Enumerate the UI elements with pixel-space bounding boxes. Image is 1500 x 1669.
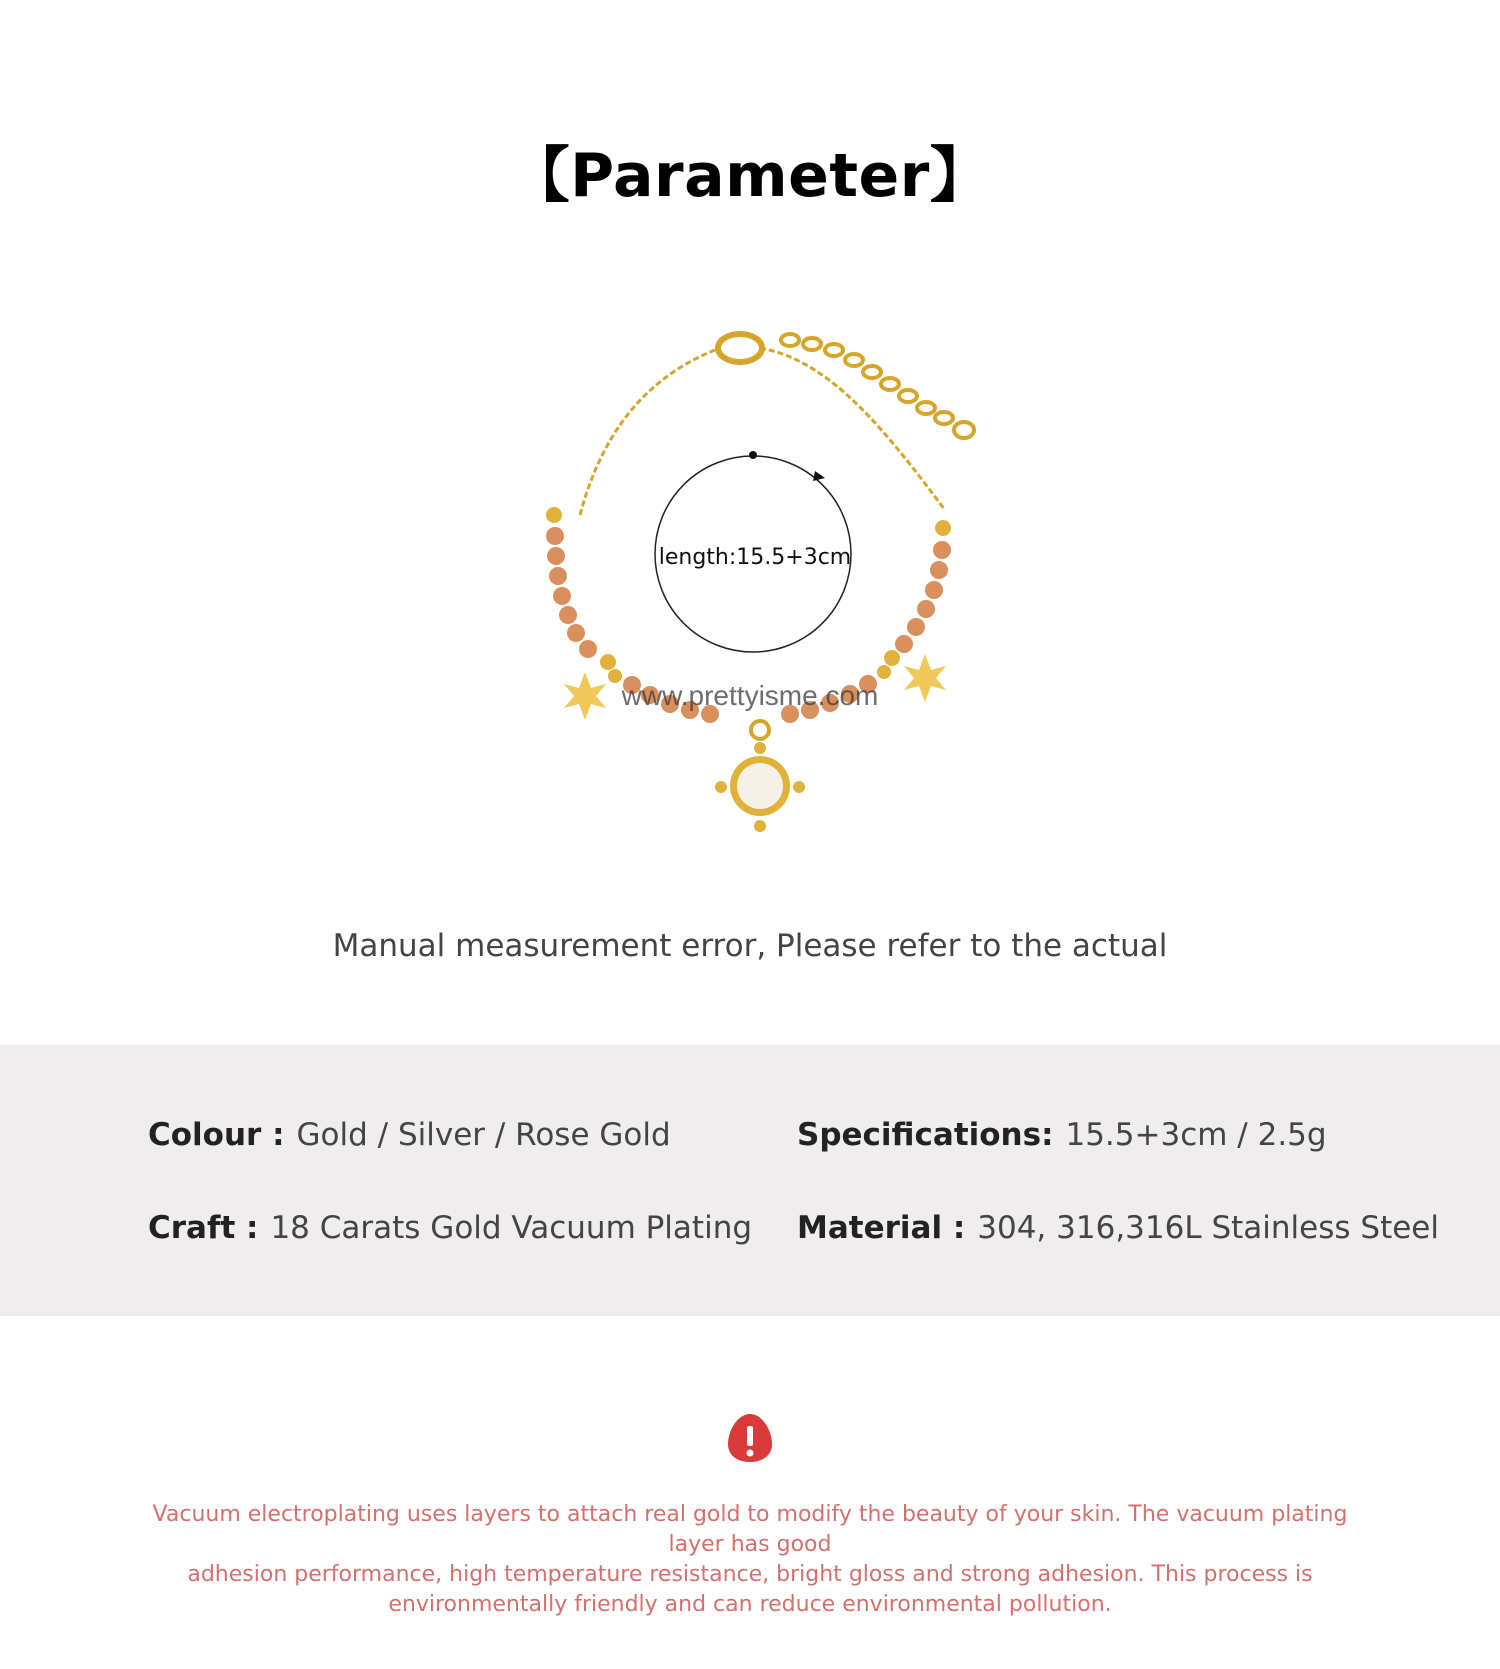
- plating-notice: [130, 1500, 1370, 1620]
- spec-colour-value: Gold / Silver / Rose Gold: [296, 1117, 671, 1153]
- pendant-icon: [715, 721, 805, 832]
- clasp-icon: [718, 334, 762, 362]
- bracelet-illustration: [540, 300, 1020, 900]
- spec-colour: [148, 1117, 671, 1153]
- exclamation-warning-icon: [726, 1412, 774, 1464]
- plating-notice-line: Vacuum electroplating uses layers to attach real gold to modify the beauty of your skin. The vacuum plating layer has good: [152, 1502, 1348, 1557]
- specs-panel: [0, 1045, 1500, 1316]
- spec-material-label: Material :: [797, 1210, 966, 1246]
- plating-notice-line: adhesion performance, high temperature resistance, bright gloss and strong adhesion. This process is: [187, 1562, 1313, 1587]
- arrow-head-icon: [813, 471, 825, 481]
- plating-notice-line: environmentally friendly and can reduce environmental pollution.: [388, 1592, 1112, 1617]
- product-image: [540, 300, 1020, 900]
- extender-chain: [781, 334, 974, 438]
- watermark: www.prettyisme.com: [621, 680, 879, 711]
- spec-specifications: [797, 1117, 1327, 1153]
- spec-craft: [148, 1210, 752, 1246]
- spec-craft-value: 18 Carats Gold Vacuum Plating: [270, 1210, 753, 1246]
- spec-material: [797, 1210, 1439, 1246]
- measurement-note: Manual measurement error, Please refer to the actual: [332, 928, 1168, 964]
- page-title: 【Parameter】: [509, 141, 991, 211]
- gold-beads: [546, 507, 951, 683]
- spec-material-value: 304, 316,316L Stainless Steel: [977, 1210, 1439, 1246]
- spec-specifications-label: Specifications:: [797, 1117, 1054, 1153]
- spec-craft-label: Craft :: [148, 1210, 259, 1246]
- chain-right: [760, 348, 945, 510]
- spec-colour-label: Colour :: [148, 1117, 285, 1153]
- spec-specifications-value: 15.5+3cm / 2.5g: [1065, 1117, 1327, 1153]
- length-label: length:15.5+3cm: [658, 545, 852, 570]
- chain-left: [580, 350, 715, 515]
